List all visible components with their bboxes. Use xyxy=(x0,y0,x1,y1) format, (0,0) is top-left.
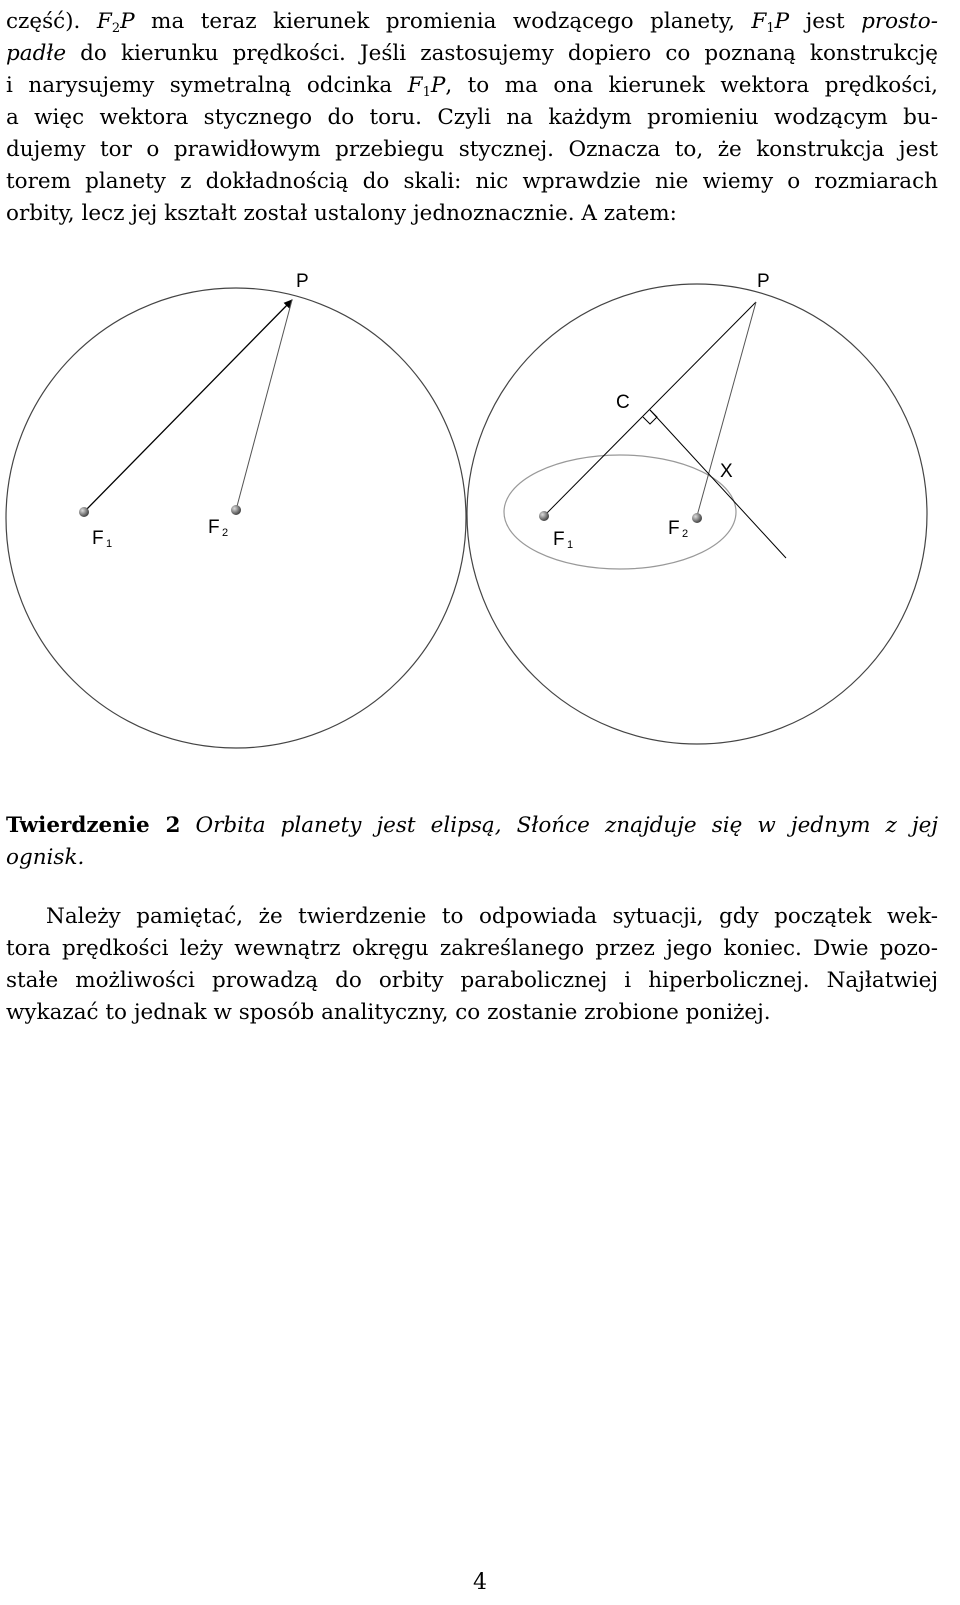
label-f2-sub-right: 2 xyxy=(682,528,689,540)
text-line: i narysujemy symetralną odcinka $F_1P$, to ma ona kierunek wektora prędkości, xyxy=(6,73,938,100)
text-line: orbity, lecz jej kształt został ustalony jednoznacznie. A zatem: xyxy=(6,201,677,226)
page-number: 4 xyxy=(473,1570,487,1595)
label-f1-sub-left: 1 xyxy=(106,538,113,550)
line-f2-p-right xyxy=(697,302,756,516)
text-line: padłe do kierunku prędkości. Jeśli zastosujemy dopiero co poznaną konstrukcję xyxy=(6,41,938,66)
left-panel xyxy=(6,271,466,748)
text-line: tora prędkości leży wewnątrz okręgu zakreślanego przez jego koniec. Dwie pozo- xyxy=(6,936,938,961)
text-line: dujemy tor o prawidłowym przebiegu stycznej. Oznacza to, że konstrukcja jest xyxy=(6,137,938,162)
text-line: stałe możliwości prowadzą do orbity parabolicznej i hiperbolicznej. Najłatwiej xyxy=(6,968,938,993)
label-f1-left: F xyxy=(92,528,104,549)
orbit-construction-figure xyxy=(0,262,960,782)
label-c: C xyxy=(616,392,630,413)
intro-paragraph xyxy=(6,6,938,230)
label-f1-sub-right: 1 xyxy=(567,539,574,551)
label-f2-sub-left: 2 xyxy=(222,527,229,539)
text-line: a więc wektora stycznego do toru. Czyli na każdym promieniu wodzącym bu- xyxy=(6,105,938,130)
text-line: Należy pamiętać, że twierdzenie to odpowiada sytuacji, gdy początek wek- xyxy=(46,904,938,929)
theorem-statement: Orbita planety jest elipsą, Słońce znajduje się w jednym z jej xyxy=(195,813,939,838)
label-f2-left: F xyxy=(208,517,220,538)
theorem-line: ognisk. xyxy=(6,845,85,870)
focus-f1-dot-right xyxy=(539,511,549,521)
theorem-block xyxy=(6,810,938,874)
line-f1-p-right xyxy=(544,302,756,516)
theorem-line xyxy=(6,810,938,842)
focus-f2-dot-right xyxy=(692,513,702,523)
label-p-left: P xyxy=(296,271,309,292)
label-x: X xyxy=(720,461,733,482)
focus-f1-dot xyxy=(79,507,89,517)
line-f2-p xyxy=(236,300,292,510)
right-angle-marker xyxy=(643,410,657,424)
radius-vector-f1-p xyxy=(84,300,292,512)
right-panel xyxy=(467,271,927,744)
text-line: torem planety z dokładnością do skali: nic wprawdzie nie wiemy o rozmiarach xyxy=(6,169,938,194)
text-line: część). $F_2P$ ma teraz kierunek promienia wodzącego planety, $F_1P$ jest prosto- xyxy=(6,9,939,36)
label-p-right: P xyxy=(757,271,770,292)
text-line: wykazać to jednak w sposób analityczny, co zostanie zrobione poniżej. xyxy=(6,1000,771,1025)
theorem-heading: Twierdzenie 2 xyxy=(6,813,181,838)
label-f1-right: F xyxy=(553,529,565,550)
orbit-ellipse xyxy=(504,455,736,569)
label-f2-right: F xyxy=(668,518,680,539)
remark-paragraph xyxy=(6,901,938,1029)
focus-f2-dot xyxy=(231,505,241,515)
